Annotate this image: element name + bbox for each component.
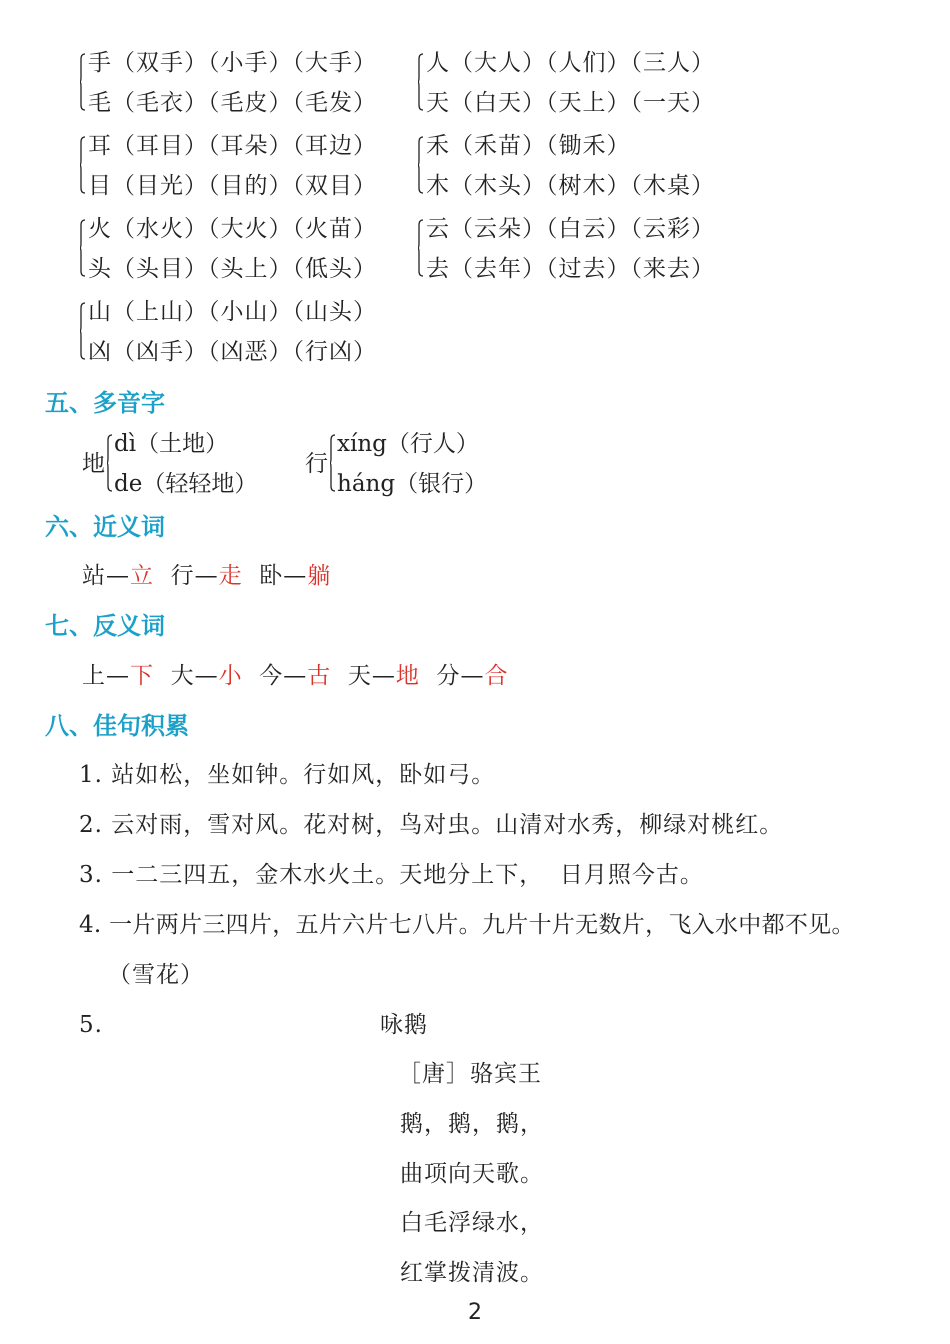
example-word: （银行） xyxy=(395,471,488,497)
brace-icon xyxy=(418,53,424,111)
answer-word: 走 xyxy=(218,563,243,589)
word-group-left-3 xyxy=(80,298,420,370)
brace-icon xyxy=(80,53,86,111)
dash: — xyxy=(194,563,219,589)
section-heading-antonyms: 七、反义词 xyxy=(45,612,165,640)
example-word: （行人） xyxy=(386,431,479,457)
word-group-line: 去（去年）（过去）（来去） xyxy=(426,256,715,282)
section-heading-synonyms: 六、近义词 xyxy=(45,513,165,541)
answer-word: 合 xyxy=(484,663,509,689)
dash: — xyxy=(106,663,130,689)
word-group-line: 禾（禾苗）（锄禾） xyxy=(426,133,631,159)
pinyin: de xyxy=(114,471,143,497)
word-group-line: 人（大人）（人们）（三人） xyxy=(426,50,715,76)
word: 行 xyxy=(170,563,195,589)
pinyin: dì xyxy=(114,431,137,457)
polyphonic-item-xing xyxy=(305,430,505,500)
page-number: 2 xyxy=(468,1300,482,1325)
dash: — xyxy=(283,563,308,589)
poem-line: 鹅，鹅，鹅， xyxy=(400,1111,544,1137)
synonym-list xyxy=(82,562,331,590)
sentence-text: 一片两片三四片，五片六片七八片。九片十片无数片，飞入水中都不见。 xyxy=(109,912,855,938)
polyphonic-reading xyxy=(337,470,487,498)
antonym-pair xyxy=(171,663,243,689)
answer-word: 古 xyxy=(307,663,332,689)
antonym-pair xyxy=(348,663,420,689)
word-group-left-1 xyxy=(80,132,420,204)
sentence-item xyxy=(79,911,855,939)
item-number: 4. xyxy=(79,912,102,938)
dash: — xyxy=(194,663,219,689)
antonym-pair xyxy=(259,663,331,689)
word-group-line: 天（白天）（天上）（一天） xyxy=(426,90,715,116)
synonym-pair xyxy=(171,563,243,589)
brace-icon xyxy=(330,434,336,492)
poem-line: 红掌拨清波。 xyxy=(400,1260,544,1286)
brace-icon xyxy=(80,136,86,194)
dash: — xyxy=(283,663,308,689)
dash: — xyxy=(106,563,130,589)
brace-icon xyxy=(418,219,424,277)
sentence-item xyxy=(79,861,704,889)
brace-icon xyxy=(80,302,86,360)
word-group-line: 凶（凶手）（凶恶）（行凶） xyxy=(88,339,377,365)
brace-icon xyxy=(418,136,424,194)
sentence-note: （雪花） xyxy=(108,962,204,988)
item-number: 1. xyxy=(79,762,103,788)
dash: — xyxy=(460,663,485,689)
sentence-item xyxy=(79,811,783,839)
antonym-pair xyxy=(82,663,154,689)
word: 大 xyxy=(170,663,195,689)
sentence-text: 站如松，坐如钟。行如风，卧如弓。 xyxy=(111,762,496,788)
sentence-text: 云对雨，雪对风。花对树，鸟对虫。山清对水秀，柳绿对桃红。 xyxy=(111,812,784,838)
answer-word: 立 xyxy=(130,563,154,589)
pinyin: háng xyxy=(337,471,396,497)
answer-word: 躺 xyxy=(307,563,332,589)
pinyin: xíng xyxy=(337,431,387,457)
polyphonic-char: 行 xyxy=(305,451,328,477)
example-word: （轻轻地） xyxy=(142,471,258,497)
word-group-right-1 xyxy=(418,132,758,204)
word-group-line: 木（木头）（树木）（木桌） xyxy=(426,173,715,199)
sentence-text: 一二三四五，金木水火土。天地分上下， 日月照今古。 xyxy=(111,862,704,888)
word: 卧 xyxy=(259,563,284,589)
word-group-line: 火（水火）（大火）（火苗） xyxy=(88,216,377,242)
item-number: 2. xyxy=(79,812,103,838)
poem-number: 5. xyxy=(79,1012,103,1038)
synonym-pair xyxy=(259,563,331,589)
word-group-left-0 xyxy=(80,49,420,121)
polyphonic-char: 地 xyxy=(82,451,105,477)
example-word: （土地） xyxy=(136,431,229,457)
answer-word: 地 xyxy=(395,663,420,689)
poem-line: 白毛浮绿水， xyxy=(400,1210,544,1236)
word-group-left-2 xyxy=(80,215,420,287)
word: 站 xyxy=(82,563,106,589)
brace-icon xyxy=(80,219,86,277)
word-group-right-2 xyxy=(418,215,758,287)
word: 今 xyxy=(259,663,284,689)
dash: — xyxy=(371,663,396,689)
synonym-pair xyxy=(82,563,154,589)
item-number: 3. xyxy=(79,862,103,888)
word: 上 xyxy=(82,663,106,689)
polyphonic-item-di xyxy=(82,430,282,500)
word-group-line: 毛（毛衣）（毛皮）（毛发） xyxy=(88,90,377,116)
poem-title: 咏鹅 xyxy=(380,1012,428,1038)
polyphonic-reading xyxy=(114,430,228,458)
word-group-line: 头（头目）（头上）（低头） xyxy=(88,256,377,282)
word-group-line: 手（双手）（小手）（大手） xyxy=(88,50,377,76)
polyphonic-reading xyxy=(337,430,479,458)
section-heading-sentences: 八、佳句积累 xyxy=(45,712,189,740)
section-heading-polyphonic: 五、多音字 xyxy=(45,389,165,417)
answer-word: 小 xyxy=(218,663,243,689)
poem-line: 曲项向天歌。 xyxy=(400,1161,544,1187)
answer-word: 下 xyxy=(130,663,154,689)
polyphonic-reading xyxy=(114,470,257,498)
word-group-line: 目（目光）（目的）（双目） xyxy=(88,173,377,199)
word: 分 xyxy=(436,663,461,689)
antonym-pair xyxy=(437,663,509,689)
word: 天 xyxy=(347,663,372,689)
antonym-list xyxy=(82,662,509,690)
poem-author: ［唐］骆宾王 xyxy=(398,1061,542,1087)
word-group-line: 云（云朵）（白云）（云彩） xyxy=(426,216,715,242)
brace-icon xyxy=(107,434,113,492)
word-group-line: 山（上山）（小山）（山头） xyxy=(88,299,377,325)
word-group-right-0 xyxy=(418,49,758,121)
word-group-line: 耳（耳目）（耳朵）（耳边） xyxy=(88,133,377,159)
sentence-item xyxy=(79,761,495,789)
